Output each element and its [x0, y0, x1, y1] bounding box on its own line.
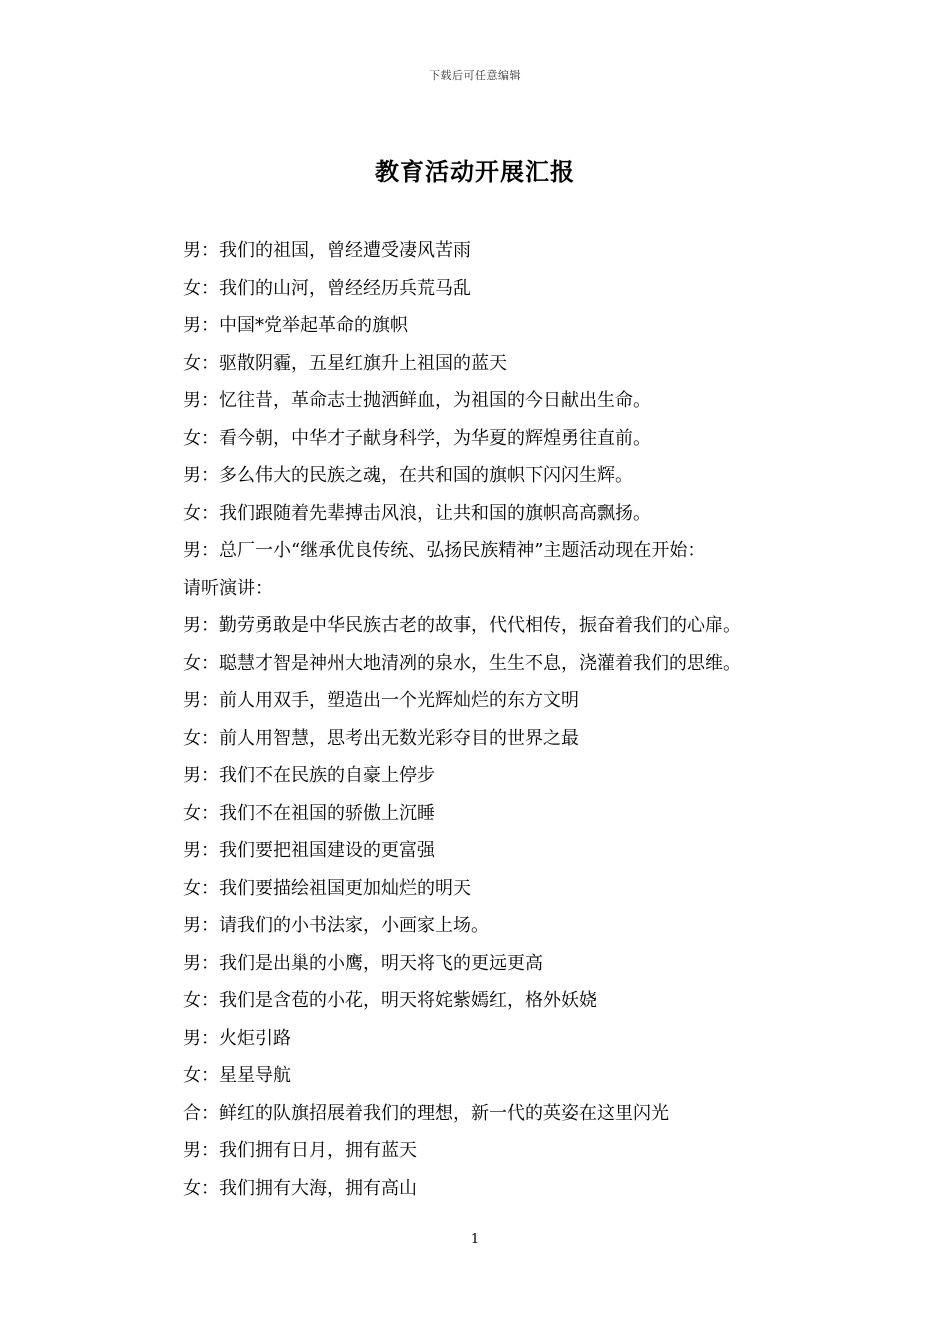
- dialogue-line: 男：中国*党举起革命的旗帜: [183, 315, 408, 336]
- dialogue-line: 女：我们拥有大海，拥有高山: [183, 1177, 417, 1199]
- dialogue-line: 男：我们不在民族的自豪上停步: [183, 765, 435, 786]
- dialogue-line: 男：火炬引路: [183, 1027, 291, 1049]
- dialogue-line: 男：请我们的小书法家，小画家上场。: [183, 915, 489, 936]
- dialogue-line: 男：我们要把祖国建设的更富强: [183, 840, 435, 861]
- dialogue-line: 男：我们的祖国，曾经遭受凄风苦雨: [183, 240, 471, 261]
- dialogue-line: 男：我们是出巢的小鹰，明天将飞的更远更高: [183, 952, 543, 974]
- header-note: 下载后可任意编辑: [429, 69, 521, 82]
- dialogue-line: 女：我们跟随着先辈搏击风浪，让共和国的旗帜高高飘扬。: [183, 502, 651, 524]
- dialogue-line: 女：看今朝，中华才子献身科学，为华夏的辉煌勇往直前。: [183, 427, 651, 449]
- dialogue-line: 男：我们拥有日月，拥有蓝天: [183, 1140, 417, 1161]
- dialogue-line: 合：鲜红的队旗招展着我们的理想，新一代的英姿在这里闪光: [183, 1102, 669, 1124]
- dialogue-line: 女：我们的山河，曾经经历兵荒马乱: [183, 277, 471, 299]
- dialogue-line: 女：驱散阴霾，五星红旗升上祖国的蓝天: [183, 352, 507, 374]
- dialogue-line: 男：多么伟大的民族之魂，在共和国的旗帜下闪闪生辉。: [183, 465, 633, 486]
- dialogue-line: 女：我们要描绘祖国更加灿烂的明天: [183, 877, 471, 899]
- dialogue-line: 女：我们是含苞的小花，明天将姹紫嫣红，格外妖娆: [183, 990, 597, 1011]
- dialogue-line: 女：我们不在祖国的骄傲上沉睡: [183, 802, 435, 824]
- dialogue-line: 请听演讲：: [183, 577, 273, 599]
- dialogue-line: 男：总厂一小“继承优良传统、弘扬民族精神”主题活动现在开始：: [183, 540, 706, 561]
- dialogue-line: 女：前人用智慧，思考出无数光彩夺目的世界之最: [183, 727, 579, 749]
- document-title: 教育活动开展汇报: [375, 157, 575, 186]
- dialogue-line: 男：勤劳勇敢是中华民族古老的故事，代代相传，振奋着我们的心扉。: [183, 615, 741, 636]
- dialogue-line: 女：聪慧才智是神州大地清冽的泉水，生生不息，浇灌着我们的思维。: [183, 652, 741, 674]
- dialogue-line: 男：前人用双手，塑造出一个光辉灿烂的东方文明: [183, 690, 579, 711]
- dialogue-line: 女：星星导航: [183, 1065, 291, 1086]
- dialogue-line: 男：忆往昔，革命志士抛洒鲜血，为祖国的今日献出生命。: [183, 390, 651, 411]
- page-number: 1: [470, 1232, 480, 1247]
- dialogue-lines: [183, 232, 783, 1207]
